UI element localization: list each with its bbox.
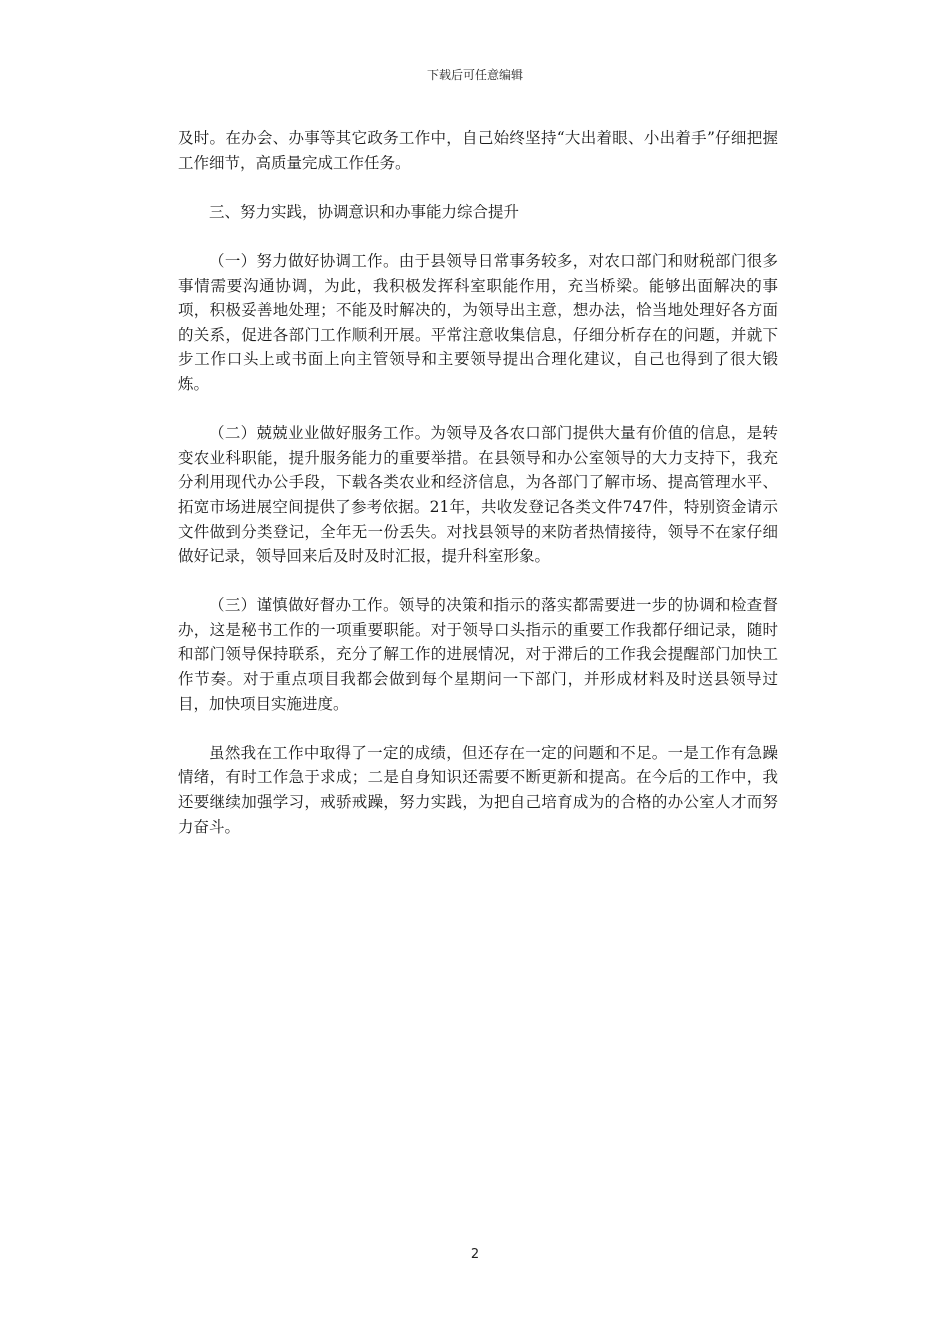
document-body: [178, 126, 778, 839]
body-paragraph: （一）努力做好协调工作。由于县领导日常事务较多，对农口部门和财税部门很多事情需要沟通协调，为此，我积极发挥科室职能作用，充当桥梁。能够出面解决的事项，积极妥善地处理；不能及时解决的，为领导出主意，想办法，恰当地处理好各方面的关系，促进各部门工作顺利开展。平常注意收集信息，仔细分析存在的问题，并就下步工作口头上或书面上向主管领导和主要领导提出合理化建议，自己也得到了很大锻炼。: [178, 251, 778, 393]
body-paragraph: （三）谨慎做好督办工作。领导的决策和指示的落实都需要进一步的协调和检查督办，这是秘书工作的一项重要职能。对于领导口头指示的重要工作我都仔细记录，随时和部门领导保持联系，充分了解工作的进展情况，对于滞后的工作我会提醒部门加快工作节奏。对于重点项目我都会做到每个星期问一下部门，并形成材料及时送县领导过目，加快项目实施进度。: [178, 596, 778, 713]
body-paragraph: 虽然我在工作中取得了一定的成绩，但还存在一定的问题和不足。一是工作有急躁情绪，有时工作急于求成；二是自身知识还需要不断更新和提高。在今后的工作中，我还要继续加强学习，戒骄戒躁，努力实践，为把自己培育成为的合格的办公室人才而努力奋斗。: [178, 743, 778, 836]
page-header: 下载后可任意编辑: [426, 68, 523, 82]
page-number: 2: [470, 1247, 480, 1262]
section-heading: 三、努力实践，协调意识和办事能力综合提升: [209, 202, 520, 221]
body-paragraph: （二）兢兢业业做好服务工作。为领导及各农口部门提供大量有价值的信息，是转变农业科职能，提升服务能力的重要举措。在县领导和办公室领导的大力支持下，我充分利用现代办公手段，下载各类农业和经济信息，为各部门了解市场、提高管理水平、拓宽市场进展空间提供了参考依据。21年，共收发登记各类文件747件，特别资金请示文件做到分类登记，全年无一份丢失。对找县领导的来防者热情接待，领导不在家仔细做好记录，领导回来后及时及时汇报，提升科室形象。: [178, 424, 778, 566]
body-paragraph: 及时。在办会、办事等其它政务工作中，自己始终坚持“大出着眼、小出着手”仔细把握工作细节，高质量完成工作任务。: [178, 129, 778, 172]
